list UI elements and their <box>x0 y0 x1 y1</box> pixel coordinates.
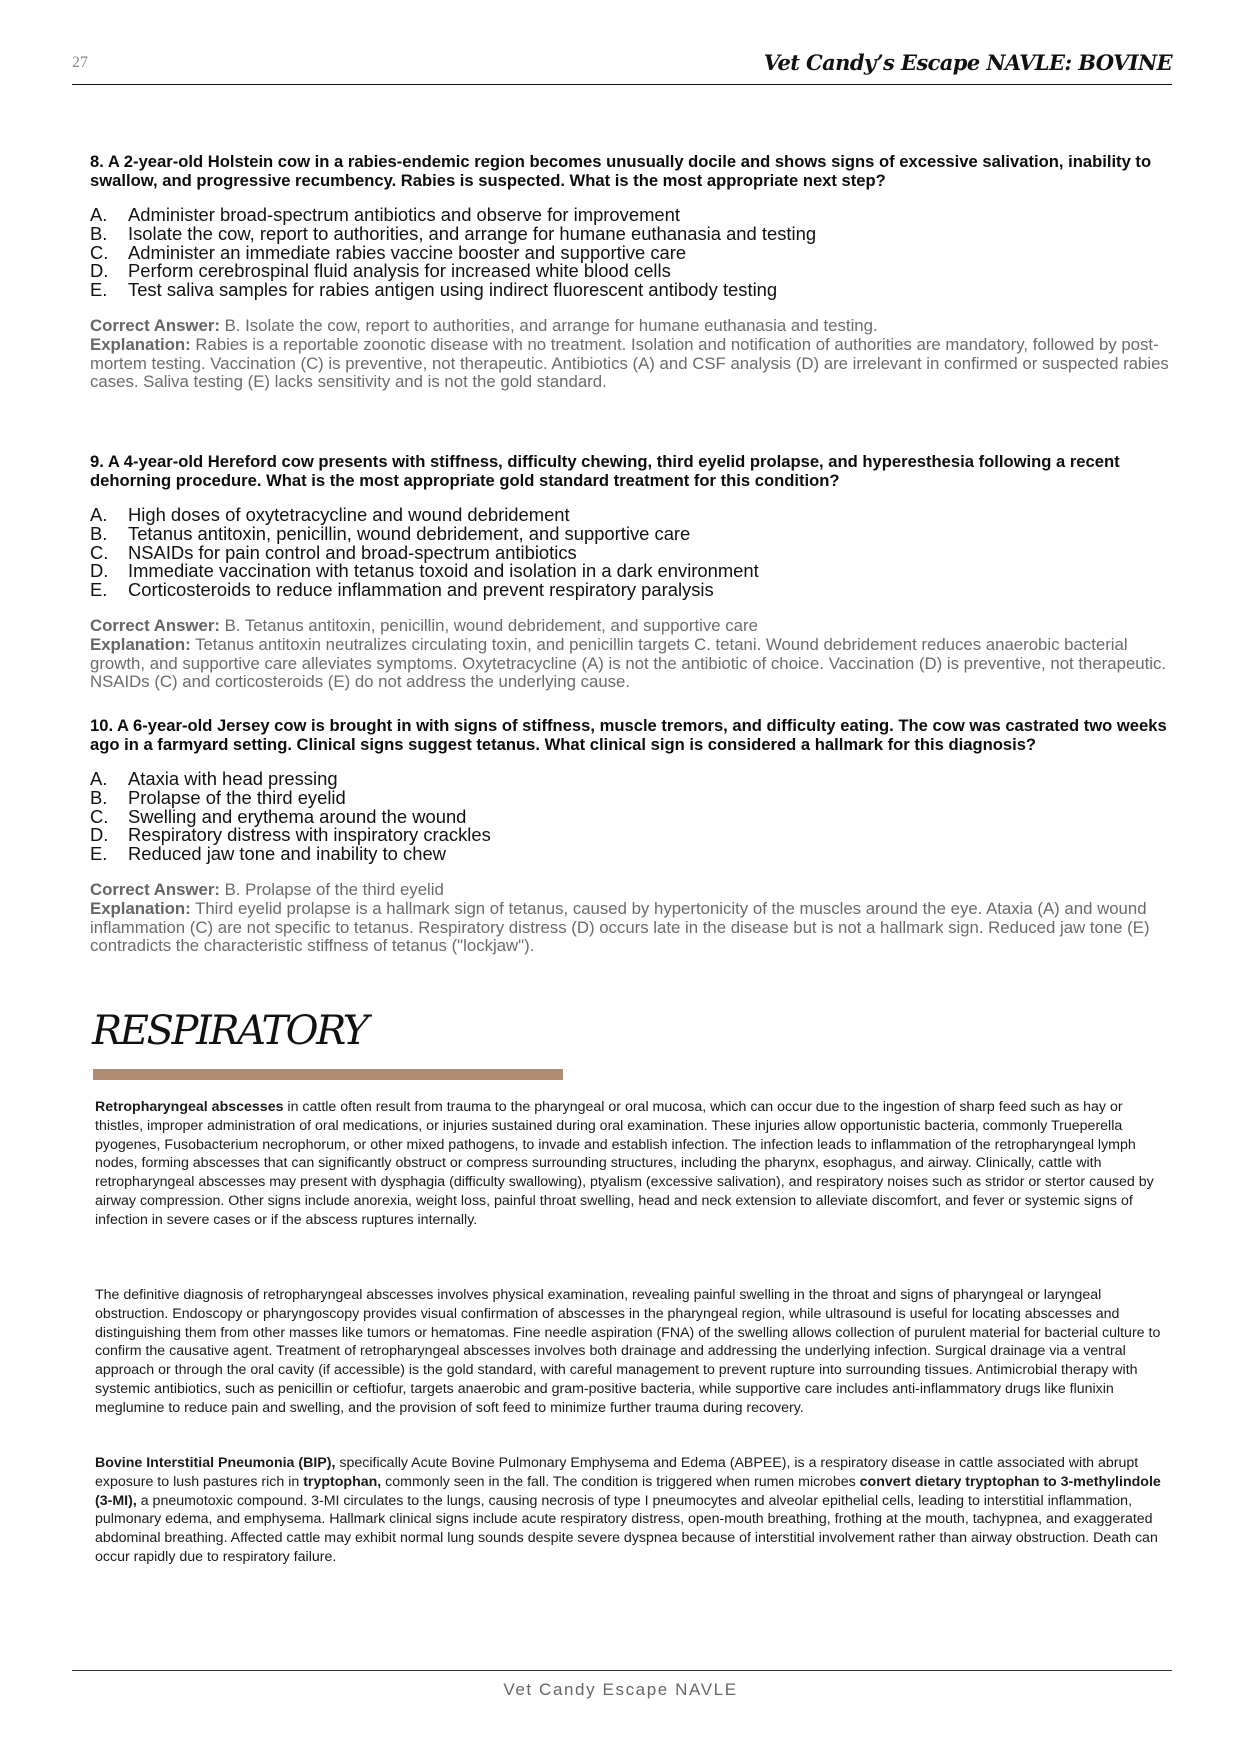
option-c: C. Administer an immediate rabies vaccine booster and supportive care <box>90 241 687 263</box>
question-9 <box>90 452 1170 692</box>
explanation-label: Explanation: <box>90 634 191 654</box>
option-d: D. Respiratory distress with inspiratory crackles <box>90 824 491 846</box>
answer-options <box>90 206 1170 300</box>
option-c: C. Swelling and erythema around the wound <box>90 805 467 827</box>
option-b: B. Isolate the cow, report to authorities, and arrange for humane euthanasia and testing <box>90 222 817 244</box>
option-e: E. Reduced jaw tone and inability to chew <box>90 843 446 865</box>
answer-options <box>90 506 1170 600</box>
answer-block <box>90 881 1170 956</box>
question-text: 8. A 2-year-old Holstein cow in a rabies-endemic region becomes unusually docile and shows signs of excessive salivation, inability to swallow, and progressive recumbency. Rabies is suspected. What is the most appropriate next step? <box>90 152 1152 190</box>
option-a: A. High doses of oxytetracycline and wound debridement <box>90 504 570 525</box>
correct-answer-label: Correct Answer: <box>90 315 220 335</box>
explanation-text: Tetanus antitoxin neutralizes circulating toxin, and penicillin targets C. tetani. Wound debridement reduces anaerobic bacterial growth, and supportive care alleviates symptoms. Oxytetracycline (A) is not the antibiotic of choice. Vaccination (D) is preventive, not therapeutic. NSAIDs (C) and corticosteroids (E) do not address the underlying cause. <box>90 634 1167 692</box>
paragraph-diagnosis-treatment: The definitive diagnosis of retropharyngeal abscesses involves physical examination, revealing painful swelling in the throat and signs of pharyngeal or laryngeal obstruction. Endoscopy or pharyngoscopy provides visual confirmation of abscesses in the pharyngeal region, while ultrasound is useful for locating abscesses and distinguishing them from other masses like tumors or hematomas. Fine needle aspiration (FNA) of the swelling allows collection of purulent material for bacterial culture to confirm the causative agent. Treatment of retropharyngeal abscesses involves both drainage and addressing the underlying infection. Surgical drainage via a ventral approach or through the oral cavity (if accessible) is the gold standard, with careful management to prevent rupture into surrounding tissues. Antimicrobial therapy with systemic antibiotics, such as penicillin or ceftiofur, targets anaerobic and gram-positive bacteria, while supportive care includes anti-inflammatory drugs like flunixin meglumine to reduce pain and swelling, and the provision of soft feed to minimize further trauma during recovery. <box>95 1287 1161 1416</box>
question-10 <box>90 716 1170 956</box>
page-header <box>72 50 1172 85</box>
section-title: RESPIRATORY <box>92 1008 367 1054</box>
answer-options <box>90 770 1170 864</box>
question-text: 10. A 6-year-old Jersey cow is brought in with signs of stiffness, muscle tremors, and difficulty eating. The cow was castrated two weeks ago in a farmyard setting. Clinical signs suggest tetanus. What clinical sign is considered a hallmark for this diagnosis? <box>90 716 1167 754</box>
footer-text: Vet Candy Escape NAVLE <box>503 1680 738 1699</box>
option-d: D. Immediate vaccination with tetanus toxoid and isolation in a dark environment <box>90 560 759 582</box>
explanation-label: Explanation: <box>90 334 191 354</box>
answer-block <box>90 617 1170 692</box>
option-b: B. Prolapse of the third eyelid <box>90 786 346 808</box>
book-title: Vet Candy’s Escape NAVLE: BOVINE <box>763 50 1172 75</box>
page-number: 27 <box>72 54 88 71</box>
option-c: C. NSAIDs for pain control and broad-spectrum antibiotics <box>90 541 577 563</box>
option-a: A. Administer broad-spectrum antibiotics and observe for improvement <box>90 204 680 225</box>
explanation-text: Third eyelid prolapse is a hallmark sign of tetanus, caused by hypertonicity of the muscles around the eye. Ataxia (A) and wound inflammation (C) are not specific to tetanus. Respiratory distress (D) occurs late in the disease but is not a hallmark sign. Reduced jaw tone (E) contradicts the characteristic stiffness of tetanus ("lockjaw"). <box>90 898 1150 956</box>
correct-answer: B. Prolapse of the third eyelid <box>224 879 444 899</box>
option-e: E. Test saliva samples for rabies antigen using indirect fluorescent antibody testing <box>90 279 778 301</box>
option-d: D. Perform cerebrospinal fluid analysis for increased white blood cells <box>90 260 671 282</box>
section-title-underline <box>93 1069 563 1080</box>
paragraph-retropharyngeal-abscesses: Retropharyngeal abscesses in cattle often result from trauma to the pharyngeal or oral mucosa, which can occur due to the ingestion of sharp feed such as hay or thistles, improper administration of oral medications, or injuries sustained during oral examination. These injuries allow opportunistic bacteria, commonly Trueperella pyogenes, Fusobacterium necrophorum, or other mixed pathogens, to invade and establish infection. The infection leads to inflammation of the retropharyngeal lymph nodes, forming abscesses that can significantly obstruct or compress surrounding structures, including the pharynx, esophagus, and airway. Clinically, cattle with retropharyngeal abscesses may present with dysphagia (difficulty swallowing), ptyalism (excessive salivation), and respiratory noises such as stridor or stertor caused by airway compression. Other signs include anorexia, weight loss, painful throat swelling, head and neck extension to alleviate discomfort, and fever or systemic signs of infection in severe cases or if the abscess ruptures internally. <box>95 1099 1154 1228</box>
explanation-label: Explanation: <box>90 898 191 918</box>
paragraph-bovine-interstitial-pneumonia: Bovine Interstitial Pneumonia (BIP), specifically Acute Bovine Pulmonary Emphysema and Edema (ABPEE), is a respiratory disease in cattle associated with abrupt exposure to lush pastures rich in tryptophan, commonly seen in the fall. The condition is triggered when rumen microbes convert dietary tryptophan to 3-methylindole (3-MI), a pneumotoxic compound. 3-MI circulates to the lungs, causing necrosis of type I pneumocytes and alveolar epithelial cells, leading to interstitial inflammation, pulmonary edema, and emphysema. Hallmark clinical signs include acute respiratory distress, open-mouth breathing, frothing at the mouth, tachypnea, and exaggerated abdominal breathing. Affected cattle may exhibit normal lung sounds despite severe dyspnea because of interstitial involvement rather than airway obstruction. Death can occur rapidly due to respiratory failure. <box>95 1455 1161 1565</box>
question-8 <box>90 152 1170 392</box>
question-text: 9. A 4-year-old Hereford cow presents with stiffness, difficulty chewing, third eyelid prolapse, and hyperesthesia following a recent dehorning procedure. What is the most appropriate gold standard treatment for this condition? <box>90 452 1120 490</box>
option-a: A. Ataxia with head pressing <box>90 768 338 789</box>
option-b: B. Tetanus antitoxin, penicillin, wound debridement, and supportive care <box>90 522 691 544</box>
correct-answer-label: Correct Answer: <box>90 615 220 635</box>
correct-answer-label: Correct Answer: <box>90 879 220 899</box>
correct-answer: B. Isolate the cow, report to authorities, and arrange for humane euthanasia and testing. <box>224 315 878 335</box>
explanation-text: Rabies is a reportable zoonotic disease with no treatment. Isolation and notification of authorities are mandatory, followed by post-mortem testing. Vaccination (C) is preventive, not therapeutic. Antibiotics (A) and CSF analysis (D) are irrelevant in confirmed or suspected rabies cases. Saliva testing (E) lacks sensitivity and is not the gold standard. <box>90 334 1169 392</box>
answer-block <box>90 317 1170 392</box>
footer-rule <box>72 1670 1172 1671</box>
correct-answer: B. Tetanus antitoxin, penicillin, wound debridement, and supportive care <box>224 615 758 635</box>
option-e: E. Corticosteroids to reduce inflammation and prevent respiratory paralysis <box>90 579 714 601</box>
